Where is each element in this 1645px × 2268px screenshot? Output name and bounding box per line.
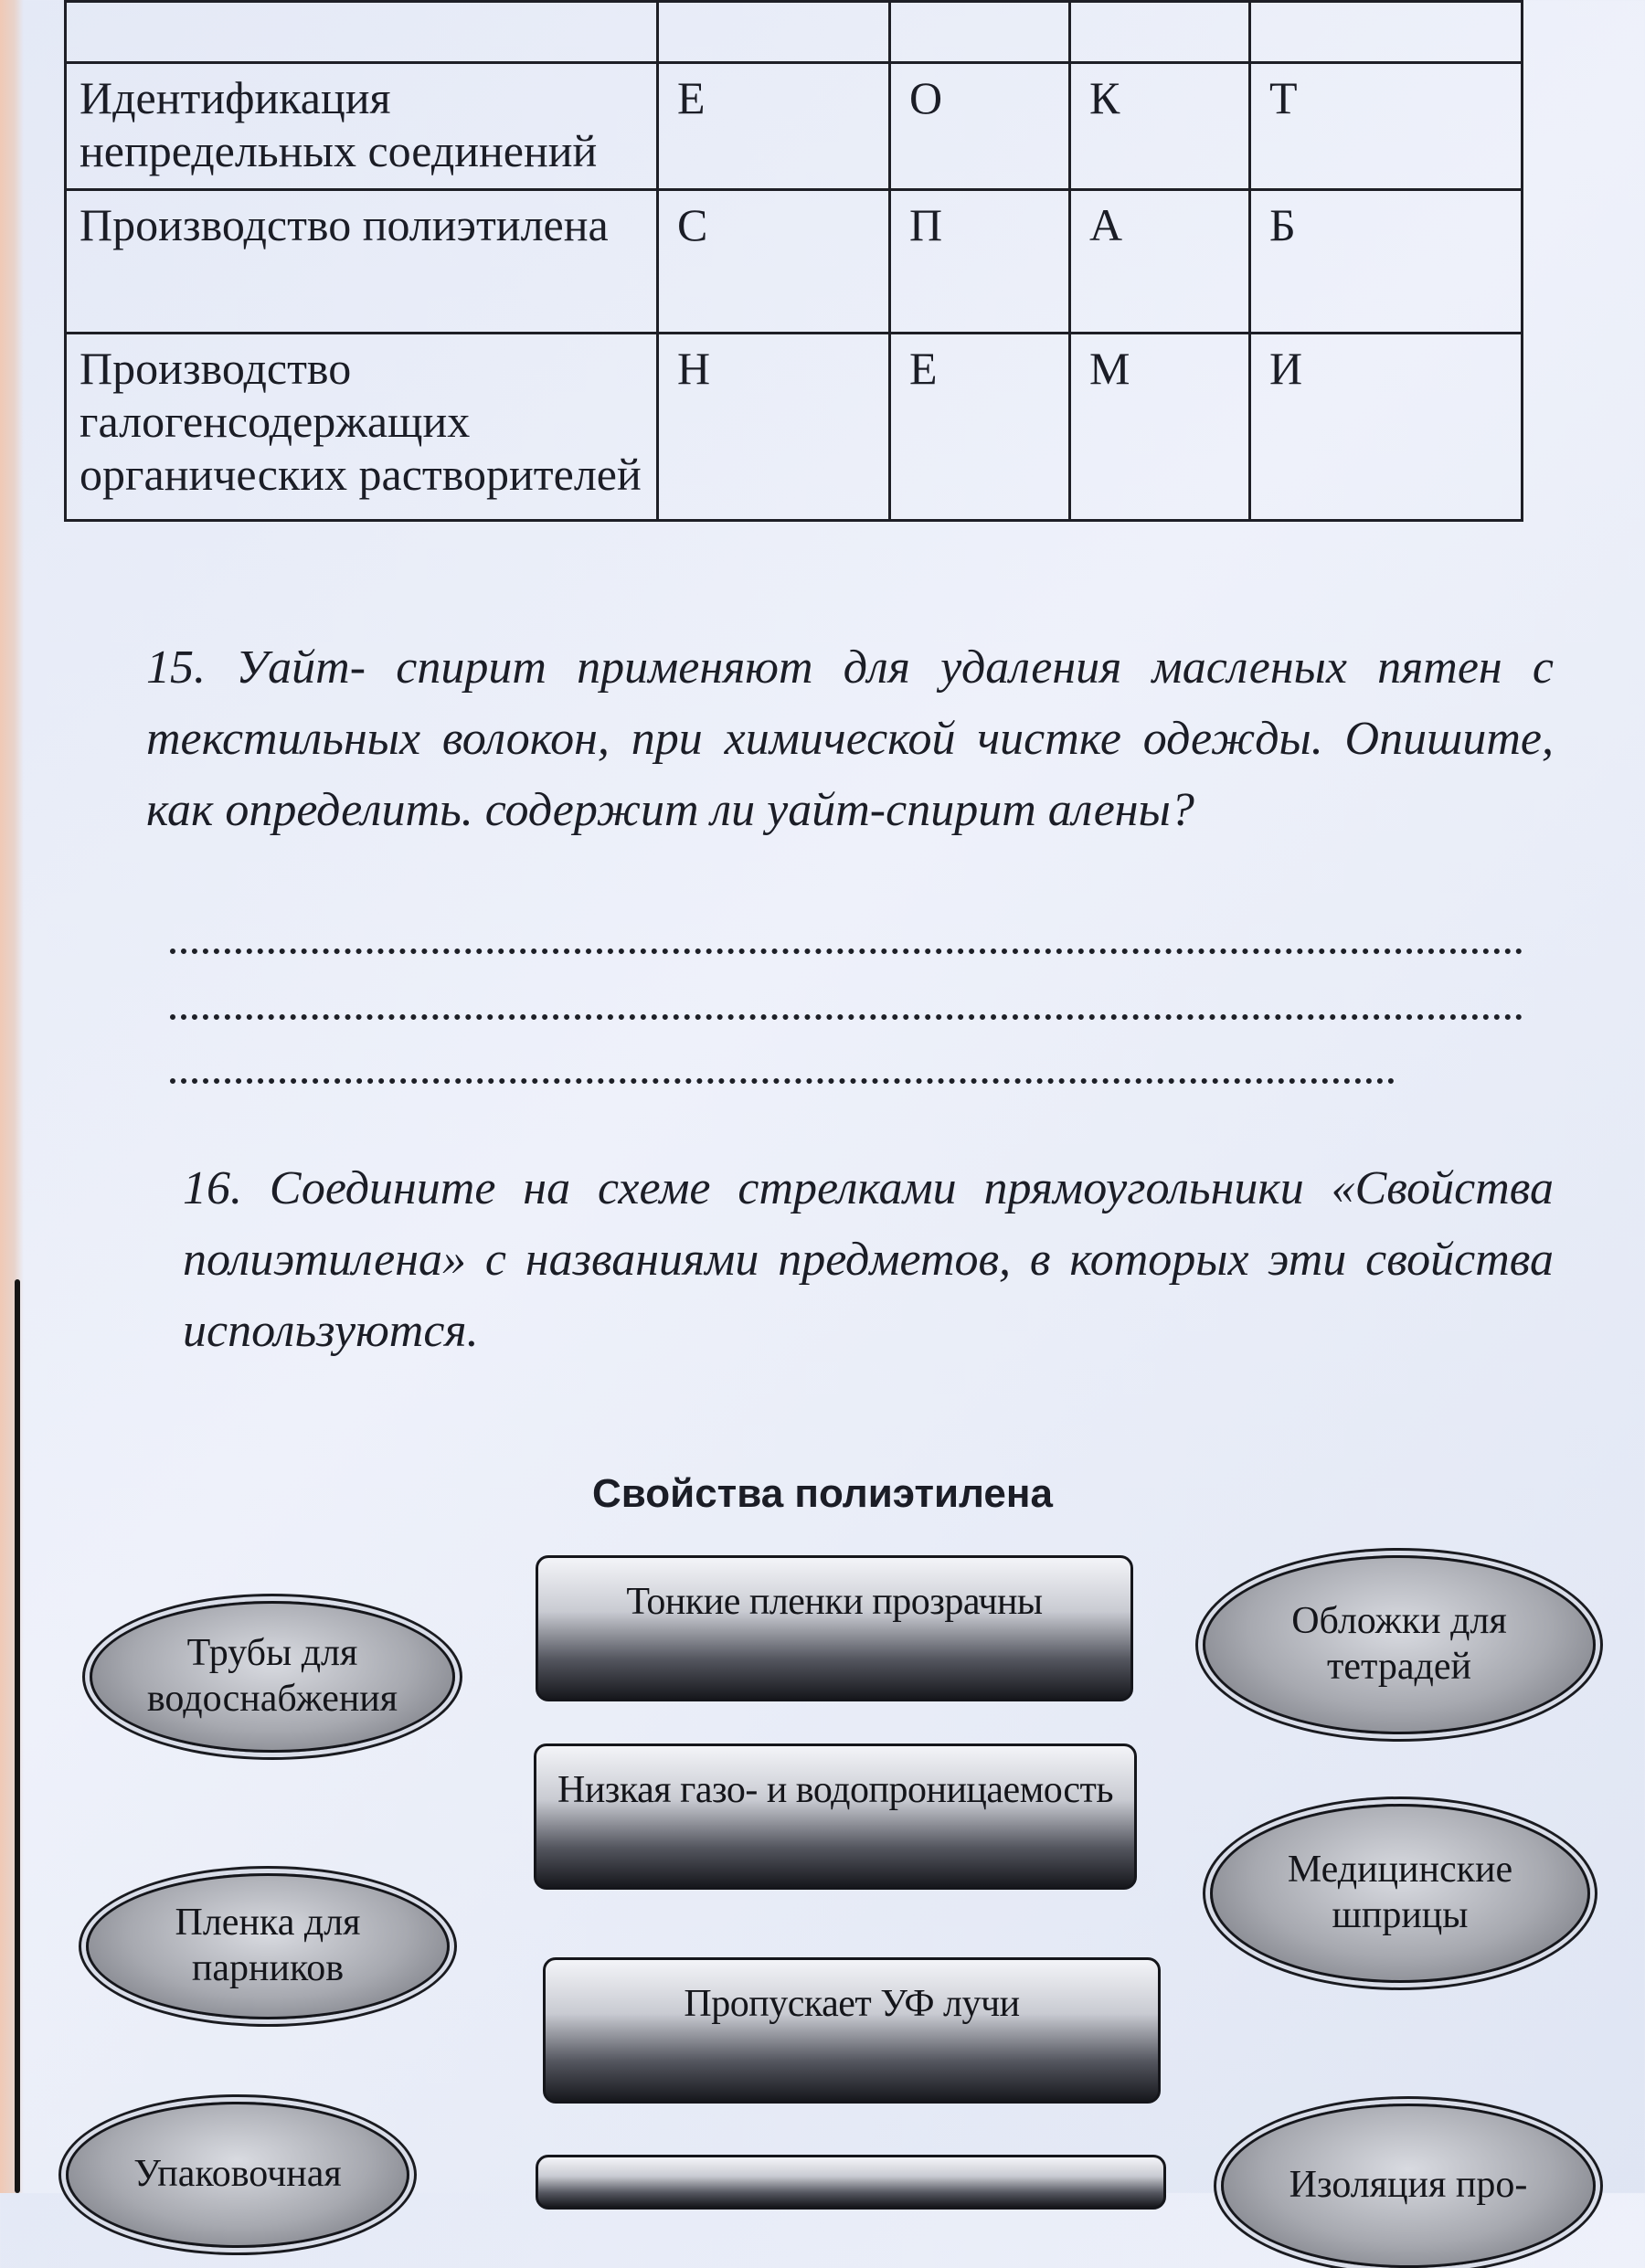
answer-table xyxy=(64,0,1523,522)
table-cell-letter: К xyxy=(1070,63,1250,190)
property-box[interactable] xyxy=(536,1555,1133,1701)
table-cell-letter xyxy=(1070,2,1250,63)
property-box[interactable] xyxy=(536,2155,1166,2210)
table-row xyxy=(66,2,1523,63)
table-cell-label: Производство полиэтилена xyxy=(66,190,658,334)
table-cell-letter xyxy=(658,2,890,63)
table-row xyxy=(66,63,1523,190)
table-cell-letter: И xyxy=(1250,334,1523,521)
scheme-title: Свойства полиэтилена xyxy=(592,1471,1053,1516)
property-label: Низкая газо- и водопроницаемость xyxy=(557,1769,1113,1811)
property-label: Тонкие пленки прозрачны xyxy=(626,1581,1043,1623)
table-row xyxy=(66,334,1523,521)
item-oval-left[interactable] xyxy=(86,1873,450,2019)
finger-shadow xyxy=(0,0,24,2193)
item-oval-right[interactable] xyxy=(1210,1804,1590,1983)
item-label: Изоляция про- xyxy=(1289,2164,1528,2207)
property-box[interactable] xyxy=(534,1743,1137,1890)
table-cell-letter xyxy=(890,2,1070,63)
table-cell-label xyxy=(66,2,658,63)
question-16-text: 16. Соедините на схеме стрелками прямоугольники «Свойства полиэтилена» с названиями предметов, в которых эти свойства используются. xyxy=(183,1162,1554,1357)
item-oval-left[interactable] xyxy=(90,1601,455,1753)
table-cell-letter: Е xyxy=(890,334,1070,521)
table-cell-letter: Н xyxy=(658,334,890,521)
table-cell-label: Идентификация непредельных соединений xyxy=(66,63,658,190)
property-box[interactable] xyxy=(543,1957,1161,2104)
table-cell-letter: Т xyxy=(1250,63,1523,190)
item-oval-right[interactable] xyxy=(1221,2104,1596,2268)
answer-line[interactable] xyxy=(170,1014,1523,1020)
table-cell-letter: А xyxy=(1070,190,1250,334)
item-label: Медицинские шприцы xyxy=(1287,1849,1513,1936)
item-label: Трубы для водоснабжения xyxy=(146,1632,398,1720)
answer-line[interactable] xyxy=(170,949,1523,954)
item-label: Обложки для тетрадей xyxy=(1291,1600,1507,1688)
table-cell-letter: Б xyxy=(1250,190,1523,334)
answer-line[interactable] xyxy=(170,1078,1395,1084)
page-edge xyxy=(15,1279,20,2193)
table-cell-label: Производство галогенсодержащих органических растворителей xyxy=(66,334,658,521)
table-row xyxy=(66,190,1523,334)
table-cell-letter: О xyxy=(890,63,1070,190)
question-15-text: 15. Уайт- спирит применяют для удаления масленых пятен с текстильных волокон, при химической чистке одежды. Опишите, как определить. содержит ли уайт-спирит алены? xyxy=(146,641,1554,836)
property-label: Пропускает УФ лучи xyxy=(684,1983,1020,2025)
table-cell-letter: С xyxy=(658,190,890,334)
item-oval-left[interactable] xyxy=(66,2102,409,2248)
item-oval-right[interactable] xyxy=(1203,1555,1596,1734)
item-label: Пленка для парников xyxy=(175,1902,361,1989)
table-cell-letter xyxy=(1250,2,1523,63)
table-cell-letter: П xyxy=(890,190,1070,334)
item-label: Упаковочная xyxy=(133,2153,342,2196)
table-cell-letter: Е xyxy=(658,63,890,190)
table-cell-letter: М xyxy=(1070,334,1250,521)
